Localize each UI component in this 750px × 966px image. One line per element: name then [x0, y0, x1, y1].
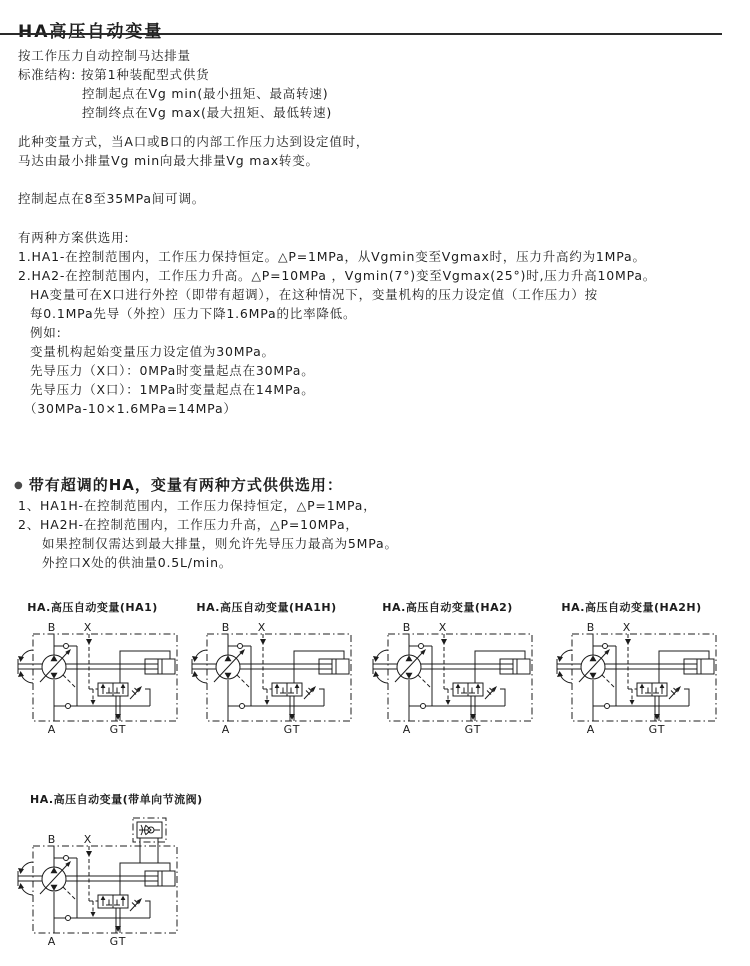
port-label-x: X: [83, 833, 93, 846]
hydraulic-circuit-diagram: [355, 620, 540, 744]
bullet-icon: ●: [14, 480, 24, 492]
overshoot-heading-text: 带有超调的HA，变量有两种方式供供选用：: [28, 476, 343, 495]
diagram-title: HA.高压自动变量(HA1H): [196, 601, 337, 614]
text-line: HA变量可在X口进行外控（即带有超调），在这种情况下，变量机构的压力设定值（工作压力）按: [30, 287, 598, 302]
text-line: 马达由最小排量Vg min向最大排量Vg max转变。: [18, 153, 319, 168]
text-line: 控制起点在Vg min(最小扭矩、最高转速): [82, 86, 329, 101]
adjust-range-paragraph: [18, 189, 205, 208]
port-label-gt: GT: [109, 723, 127, 736]
port-label-a: A: [586, 723, 596, 736]
port-label-x: X: [83, 621, 93, 634]
motor-symbol: [373, 634, 513, 721]
overshoot-section-heading: [14, 474, 343, 495]
diagram-ha-throttle: [0, 793, 250, 950]
stroking-cylinder: [684, 659, 714, 674]
text-line: 2.HA2-在控制范围内，工作压力升高。△P=10MPa ，Vgmin(7°)变至Vgmax(25°)时,压力升高10MPa。: [18, 268, 657, 283]
stroking-cylinder: [500, 659, 530, 674]
text-line: 1、HA1H-在控制范围内，工作压力保持恒定，△P=1MPa，: [18, 498, 377, 513]
text-line: 变量机构起始变量压力设定值为30MPa。: [30, 344, 275, 359]
hydraulic-circuit-diagram: [539, 620, 724, 744]
motor-symbol: [18, 846, 158, 933]
port-label-b: B: [47, 621, 57, 634]
port-label-a: A: [221, 723, 231, 736]
pilot-lines: [63, 634, 98, 700]
port-label-gt: GT: [283, 723, 301, 736]
port-label-x: X: [622, 621, 632, 634]
port-labels: [48, 833, 127, 948]
stroking-cylinder: [145, 871, 175, 886]
port-label-b: B: [586, 621, 596, 634]
port-labels: [222, 621, 301, 736]
port-label-gt: GT: [464, 723, 482, 736]
text-line: 2、HA2H-在控制范围内，工作压力升高，△P=10MPa，: [18, 517, 359, 532]
port-label-x: X: [257, 621, 267, 634]
diagram-ha1: [0, 601, 185, 744]
schemes-paragraph: [18, 228, 656, 418]
text-line: 控制起点在8至35MPa间可调。: [18, 191, 206, 206]
schemes-header: 有两种方案供选用:: [18, 230, 130, 245]
text-line: 此种变量方式，当A口或B口的内部工作压力达到设定值时，: [18, 134, 370, 149]
stroking-cylinder: [145, 659, 175, 674]
text-line: 1.HA1-在控制范围内，工作压力保持恒定。△P=1MPa，从Vgmin变至Vgmax时，压力升高约为1MPa。: [18, 249, 646, 264]
pilot-arrows: [86, 851, 96, 917]
control-valve: [453, 683, 497, 721]
port-label-b: B: [402, 621, 412, 634]
diagram-ha1h: [174, 601, 359, 744]
motor-symbol: [192, 634, 332, 721]
control-valve: [98, 683, 142, 721]
hydraulic-circuit-diagram: [174, 620, 359, 744]
diagram-title: HA.高压自动变量(HA1): [27, 601, 158, 614]
text-line: 控制终点在Vg max(最大扭矩、最低转速): [82, 105, 333, 120]
text-line: 先导压力（X口）：0MPa时变量起点在30MPa。: [30, 363, 315, 378]
text-line: 外控口X处的供油量0.5L/min。: [42, 555, 233, 570]
text-line: 每0.1MPa先导（外控）压力下降1.6MPa的比率降低。: [30, 306, 357, 321]
pilot-lines: [418, 634, 453, 700]
diagram-ha2: [355, 601, 540, 744]
diagram-ha2h: [539, 601, 724, 744]
hydraulic-circuit-diagram: [0, 620, 185, 744]
port-label-gt: GT: [648, 723, 666, 736]
stroking-cylinder: [319, 659, 349, 674]
port-label-b: B: [221, 621, 231, 634]
port-label-a: A: [47, 723, 57, 736]
port-labels: [48, 621, 127, 736]
port-label-a: A: [402, 723, 412, 736]
diagram-title: HA.高压自动变量(HA2): [382, 601, 513, 614]
pilot-arrows: [625, 639, 635, 705]
motor-symbol: [557, 634, 697, 721]
control-valve: [272, 683, 316, 721]
diagram-title: HA.高压自动变量(HA2H): [561, 601, 702, 614]
port-label-x: X: [438, 621, 448, 634]
port-label-a: A: [47, 935, 57, 948]
text-line: 如果控制仅需达到最大排量，则允许先导压力最高为5MPa。: [42, 536, 398, 551]
port-label-b: B: [47, 833, 57, 846]
intro-paragraph: [18, 46, 332, 122]
motor-symbol: [18, 634, 158, 721]
text-line: 先导压力（X口）：1MPa时变量起点在14MPa。: [30, 382, 315, 397]
text-line: 例如:: [30, 325, 62, 340]
pilot-lines: [237, 634, 272, 700]
port-labels: [403, 621, 482, 736]
port-label-gt: GT: [109, 935, 127, 948]
pressure-behavior-paragraph: [18, 132, 369, 170]
control-valve: [98, 895, 142, 933]
pilot-arrows: [260, 639, 270, 705]
pilot-lines: [63, 846, 98, 912]
title-underline: [0, 33, 722, 35]
diagram-title: HA.高压自动变量(带单向节流阀): [30, 793, 203, 806]
pilot-lines: [602, 634, 637, 700]
control-valve: [637, 683, 681, 721]
pilot-arrows: [441, 639, 451, 705]
page-title: [18, 17, 163, 42]
overshoot-paragraph: [18, 496, 398, 572]
port-labels: [587, 621, 666, 736]
text-line: 按工作压力自动控制马达排量: [18, 48, 191, 63]
pilot-arrows: [86, 639, 96, 705]
check-throttle-valve: [133, 818, 166, 863]
text-line: （30MPa-10×1.6MPa=14MPa）: [24, 401, 237, 416]
hydraulic-circuit-diagram: [0, 816, 250, 950]
text-line: 标准结构: 按第1种装配型式供货: [18, 67, 210, 82]
